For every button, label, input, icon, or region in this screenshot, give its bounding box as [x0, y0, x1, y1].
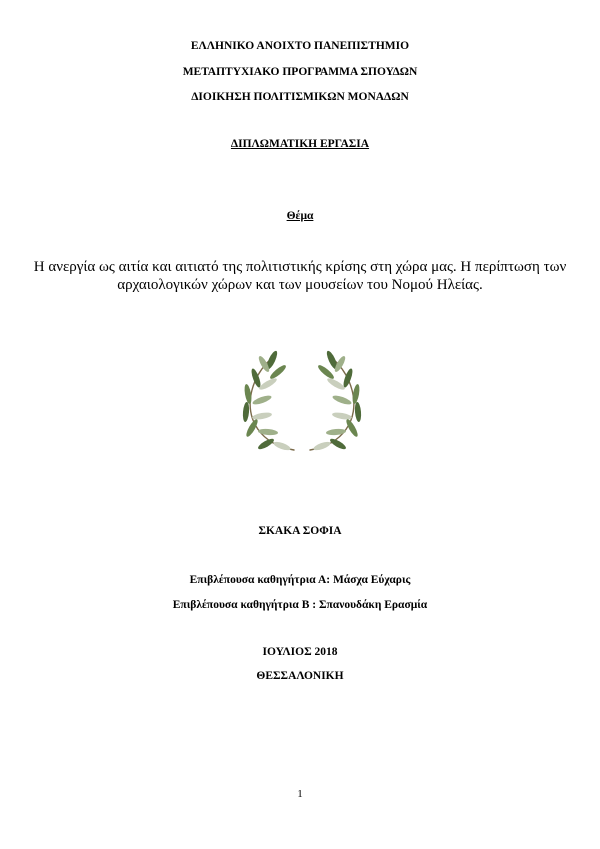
author-name: ΣΚΑΚΑ ΣΟΦΙΑ — [258, 525, 342, 537]
subject-line-1: Η ανεργία ως αιτία και αιτιατό της πολιτιστικής κρίσης στη χώρα μας. Η περίπτωση των — [33, 259, 567, 275]
subject-label: Θέμα — [286, 210, 314, 222]
university-name: ΕΛΛΗΝΙΚΟ ΑΝΟΙΧΤΟ ΠΑΝΕΠΙΣΤΗΜΙΟ — [190, 40, 410, 52]
subject-line-2: αρχαιολογικών χώρων και των μουσείων του Νομού Ηλείας. — [117, 277, 483, 293]
olive-wreath-logo — [232, 350, 372, 460]
city-name: ΘΕΣΣΑΛΟΝΙΚΗ — [256, 670, 344, 682]
page-number: 1 — [297, 788, 303, 800]
program-name: ΜΕΤΑΠΤΥΧΙΑΚΟ ΠΡΟΓΡΑΜΜΑ ΣΠΟΥΔΩΝ — [182, 66, 418, 78]
document-type: ΔΙΠΛΩΜΑΤΙΚΗ ΕΡΓΑΣΙΑ — [230, 138, 370, 150]
submission-date: ΙΟΥΛΙΟΣ 2018 — [262, 646, 338, 658]
department-name: ΔΙΟΙΚΗΣΗ ΠΟΛΙΤΙΣΜΙΚΩΝ ΜΟΝΑΔΩΝ — [191, 91, 409, 103]
supervisor-a: Επιβλέπουσα καθηγήτρια Α: Μάσχα Εύχαρις — [189, 574, 411, 586]
supervisor-b: Επιβλέπουσα καθηγήτρια Β : Σπανουδάκη Ερασμία — [172, 599, 428, 611]
